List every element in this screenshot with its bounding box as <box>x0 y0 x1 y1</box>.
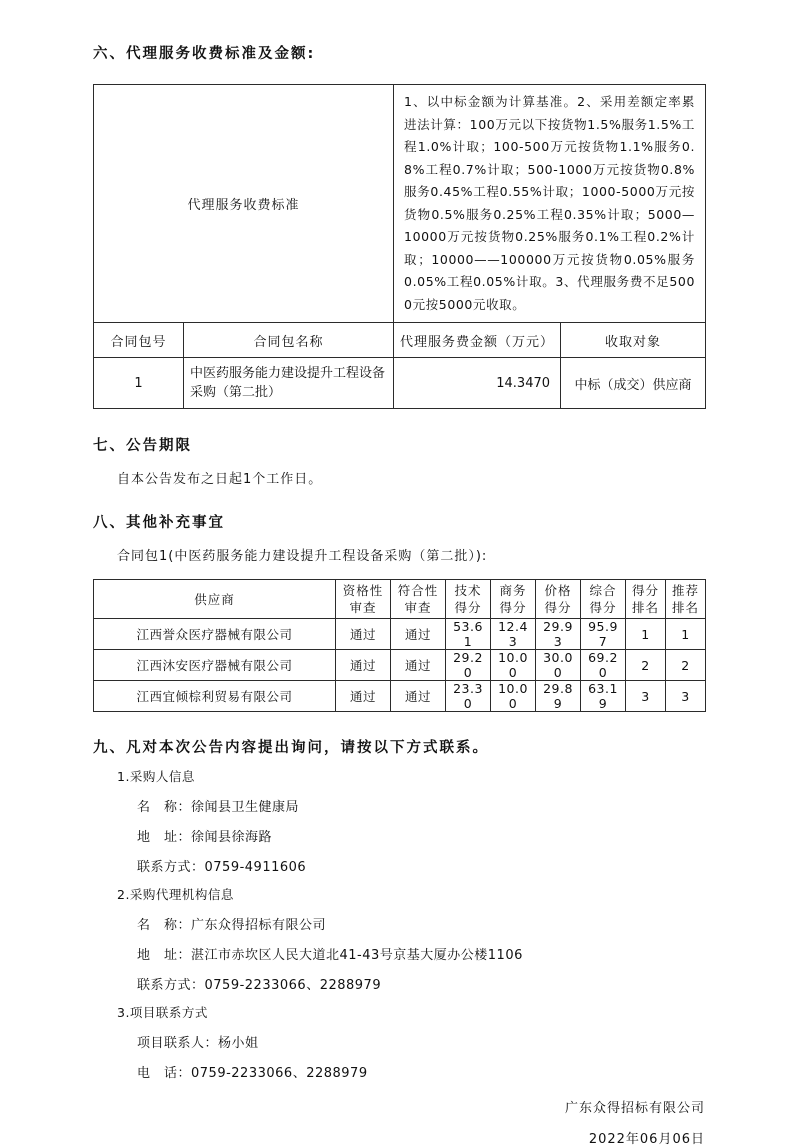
conformity-review-cell: 通过 <box>391 650 446 681</box>
agency-address-line <box>137 944 705 963</box>
column-header-package-name: 合同包名称 <box>184 323 394 358</box>
project-phone-value: 0759-2233066、2288979 <box>191 1066 368 1081</box>
qualification-review-cell: 通过 <box>336 650 391 681</box>
agency-address-label: 地 址： <box>137 948 192 963</box>
supplier-name-cell: 江西沐安医疗器械有限公司 <box>94 650 336 681</box>
fee-table <box>93 84 706 409</box>
purchaser-address-label: 地 址： <box>137 830 192 845</box>
purchaser-info-group <box>93 767 705 875</box>
agency-contact-line <box>137 974 705 993</box>
conformity-review-cell: 通过 <box>391 681 446 712</box>
agency-name-value: 广东众得招标有限公司 <box>191 918 327 933</box>
score-table-row <box>94 650 706 681</box>
column-header-supplier: 供应商 <box>94 580 336 619</box>
purchaser-contact-label: 联系方式： <box>137 860 205 875</box>
score-table <box>93 579 706 712</box>
project-phone-line <box>137 1062 705 1081</box>
score-table-row <box>94 681 706 712</box>
commercial-score-cell: 12.43 <box>491 619 536 650</box>
purchaser-contact-value: 0759-4911606 <box>204 860 307 875</box>
column-header-package-no: 合同包号 <box>94 323 184 358</box>
column-header-price-score: 价格得分 <box>536 580 581 619</box>
recommend-rank-cell: 1 <box>666 619 706 650</box>
purchaser-contact-line <box>137 856 705 875</box>
technical-score-cell: 23.30 <box>446 681 491 712</box>
signature-date: 2022年06月06日 <box>588 1132 705 1147</box>
recommend-rank-cell: 3 <box>666 681 706 712</box>
signature-company: 广东众得招标有限公司 <box>564 1101 705 1116</box>
purchaser-address-value: 徐闻县徐海路 <box>191 830 273 845</box>
agency-address-value: 湛江市赤坎区人民大道北41-43号京基大厦办公楼1106 <box>191 948 523 963</box>
commercial-score-cell: 10.00 <box>491 681 536 712</box>
supplier-name-cell: 江西誉众医疗器械有限公司 <box>94 619 336 650</box>
conformity-review-cell: 通过 <box>391 619 446 650</box>
purchaser-address-line <box>137 826 705 845</box>
package-no-cell: 1 <box>94 358 184 409</box>
project-contact-person-line <box>137 1032 705 1051</box>
column-header-qualification-review: 资格性审查 <box>336 580 391 619</box>
agency-name-line <box>137 914 705 933</box>
agency-name-label: 名 称： <box>137 918 192 933</box>
qualification-review-cell: 通过 <box>336 619 391 650</box>
qualification-review-cell: 通过 <box>336 681 391 712</box>
column-header-score-rank: 得分排名 <box>626 580 666 619</box>
fee-standard-text-cell: 1、以中标金额为计算基准。2、采用差额定率累进法计算：100万元以下按货物1.5%服务1.5%工程1.0%计取；100-500万元按货物1.1%服务0.8%工程0.7%计取；500-1000万元按货物0.8%服务0.45%工程0.55%计取；1000-5000万元按货物0.5%服务0.25%工程0.35%计取；5000—10000万元按货物0.25%服务0.1%工程0.2%计取；10000——100000万元按货物0.05%服务0.05%工程0.05%计取。3、代理服务费不足5000元按5000元收取。 <box>394 85 706 323</box>
project-contact-person-value: 杨小姐 <box>218 1036 259 1051</box>
recommend-rank-cell: 2 <box>666 650 706 681</box>
fee-standard-label-cell: 代理服务收费标准 <box>94 85 394 323</box>
price-score-cell: 30.00 <box>536 650 581 681</box>
package-name-cell: 中医药服务能力建设提升工程设备采购（第二批） <box>184 358 394 409</box>
project-contact-group <box>93 1003 705 1081</box>
purchaser-name-value: 徐闻县卫生健康局 <box>191 800 300 815</box>
purchaser-info-title: 1.采购人信息 <box>117 769 195 784</box>
score-rank-cell: 2 <box>626 650 666 681</box>
column-header-fee-amount: 代理服务费金额（万元） <box>394 323 561 358</box>
supplement-package-text: 合同包1(中医药服务能力建设提升工程设备采购（第二批）): <box>117 549 488 564</box>
fee-table-header-row <box>94 323 706 358</box>
fee-table-data-row <box>94 358 706 409</box>
column-header-conformity-review: 符合性审查 <box>391 580 446 619</box>
score-table-header-row <box>94 580 706 619</box>
fee-amount-cell: 14.3470 <box>394 358 561 409</box>
column-header-payee: 收取对象 <box>561 323 706 358</box>
supplier-name-cell: 江西宜倾棕利贸易有限公司 <box>94 681 336 712</box>
section-8-heading: 八、其他补充事宜 <box>93 515 225 531</box>
total-score-cell: 95.97 <box>581 619 626 650</box>
purchaser-name-line <box>137 796 705 815</box>
commercial-score-cell: 10.00 <box>491 650 536 681</box>
signature-block <box>93 1097 705 1147</box>
agency-contact-label: 联系方式： <box>137 978 205 993</box>
section-6-heading: 六、代理服务收费标准及金额: <box>93 46 316 62</box>
payee-cell: 中标（成交）供应商 <box>561 358 706 409</box>
score-rank-cell: 3 <box>626 681 666 712</box>
score-table-row <box>94 619 706 650</box>
agency-contact-value: 0759-2233066、2288979 <box>204 978 382 993</box>
column-header-technical-score: 技术得分 <box>446 580 491 619</box>
technical-score-cell: 53.61 <box>446 619 491 650</box>
column-header-recommend-rank: 推荐排名 <box>666 580 706 619</box>
total-score-cell: 69.20 <box>581 650 626 681</box>
agency-info-title: 2.采购代理机构信息 <box>117 887 234 902</box>
column-header-total-score: 综合得分 <box>581 580 626 619</box>
total-score-cell: 63.19 <box>581 681 626 712</box>
score-rank-cell: 1 <box>626 619 666 650</box>
section-7-heading: 七、公告期限 <box>93 438 192 454</box>
purchaser-name-label: 名 称： <box>137 800 192 815</box>
column-header-commercial-score: 商务得分 <box>491 580 536 619</box>
technical-score-cell: 29.20 <box>446 650 491 681</box>
price-score-cell: 29.89 <box>536 681 581 712</box>
price-score-cell: 29.93 <box>536 619 581 650</box>
project-contact-person-label: 项目联系人： <box>137 1036 219 1051</box>
announcement-period-text: 自本公告发布之日起1个工作日。 <box>117 472 323 487</box>
agency-info-group <box>93 885 705 993</box>
project-contact-title: 3.项目联系方式 <box>117 1005 208 1020</box>
fee-standard-row <box>94 85 706 323</box>
project-phone-label: 电 话： <box>137 1066 192 1081</box>
section-9-heading: 九、凡对本次公告内容提出询问，请按以下方式联系。 <box>93 740 489 756</box>
